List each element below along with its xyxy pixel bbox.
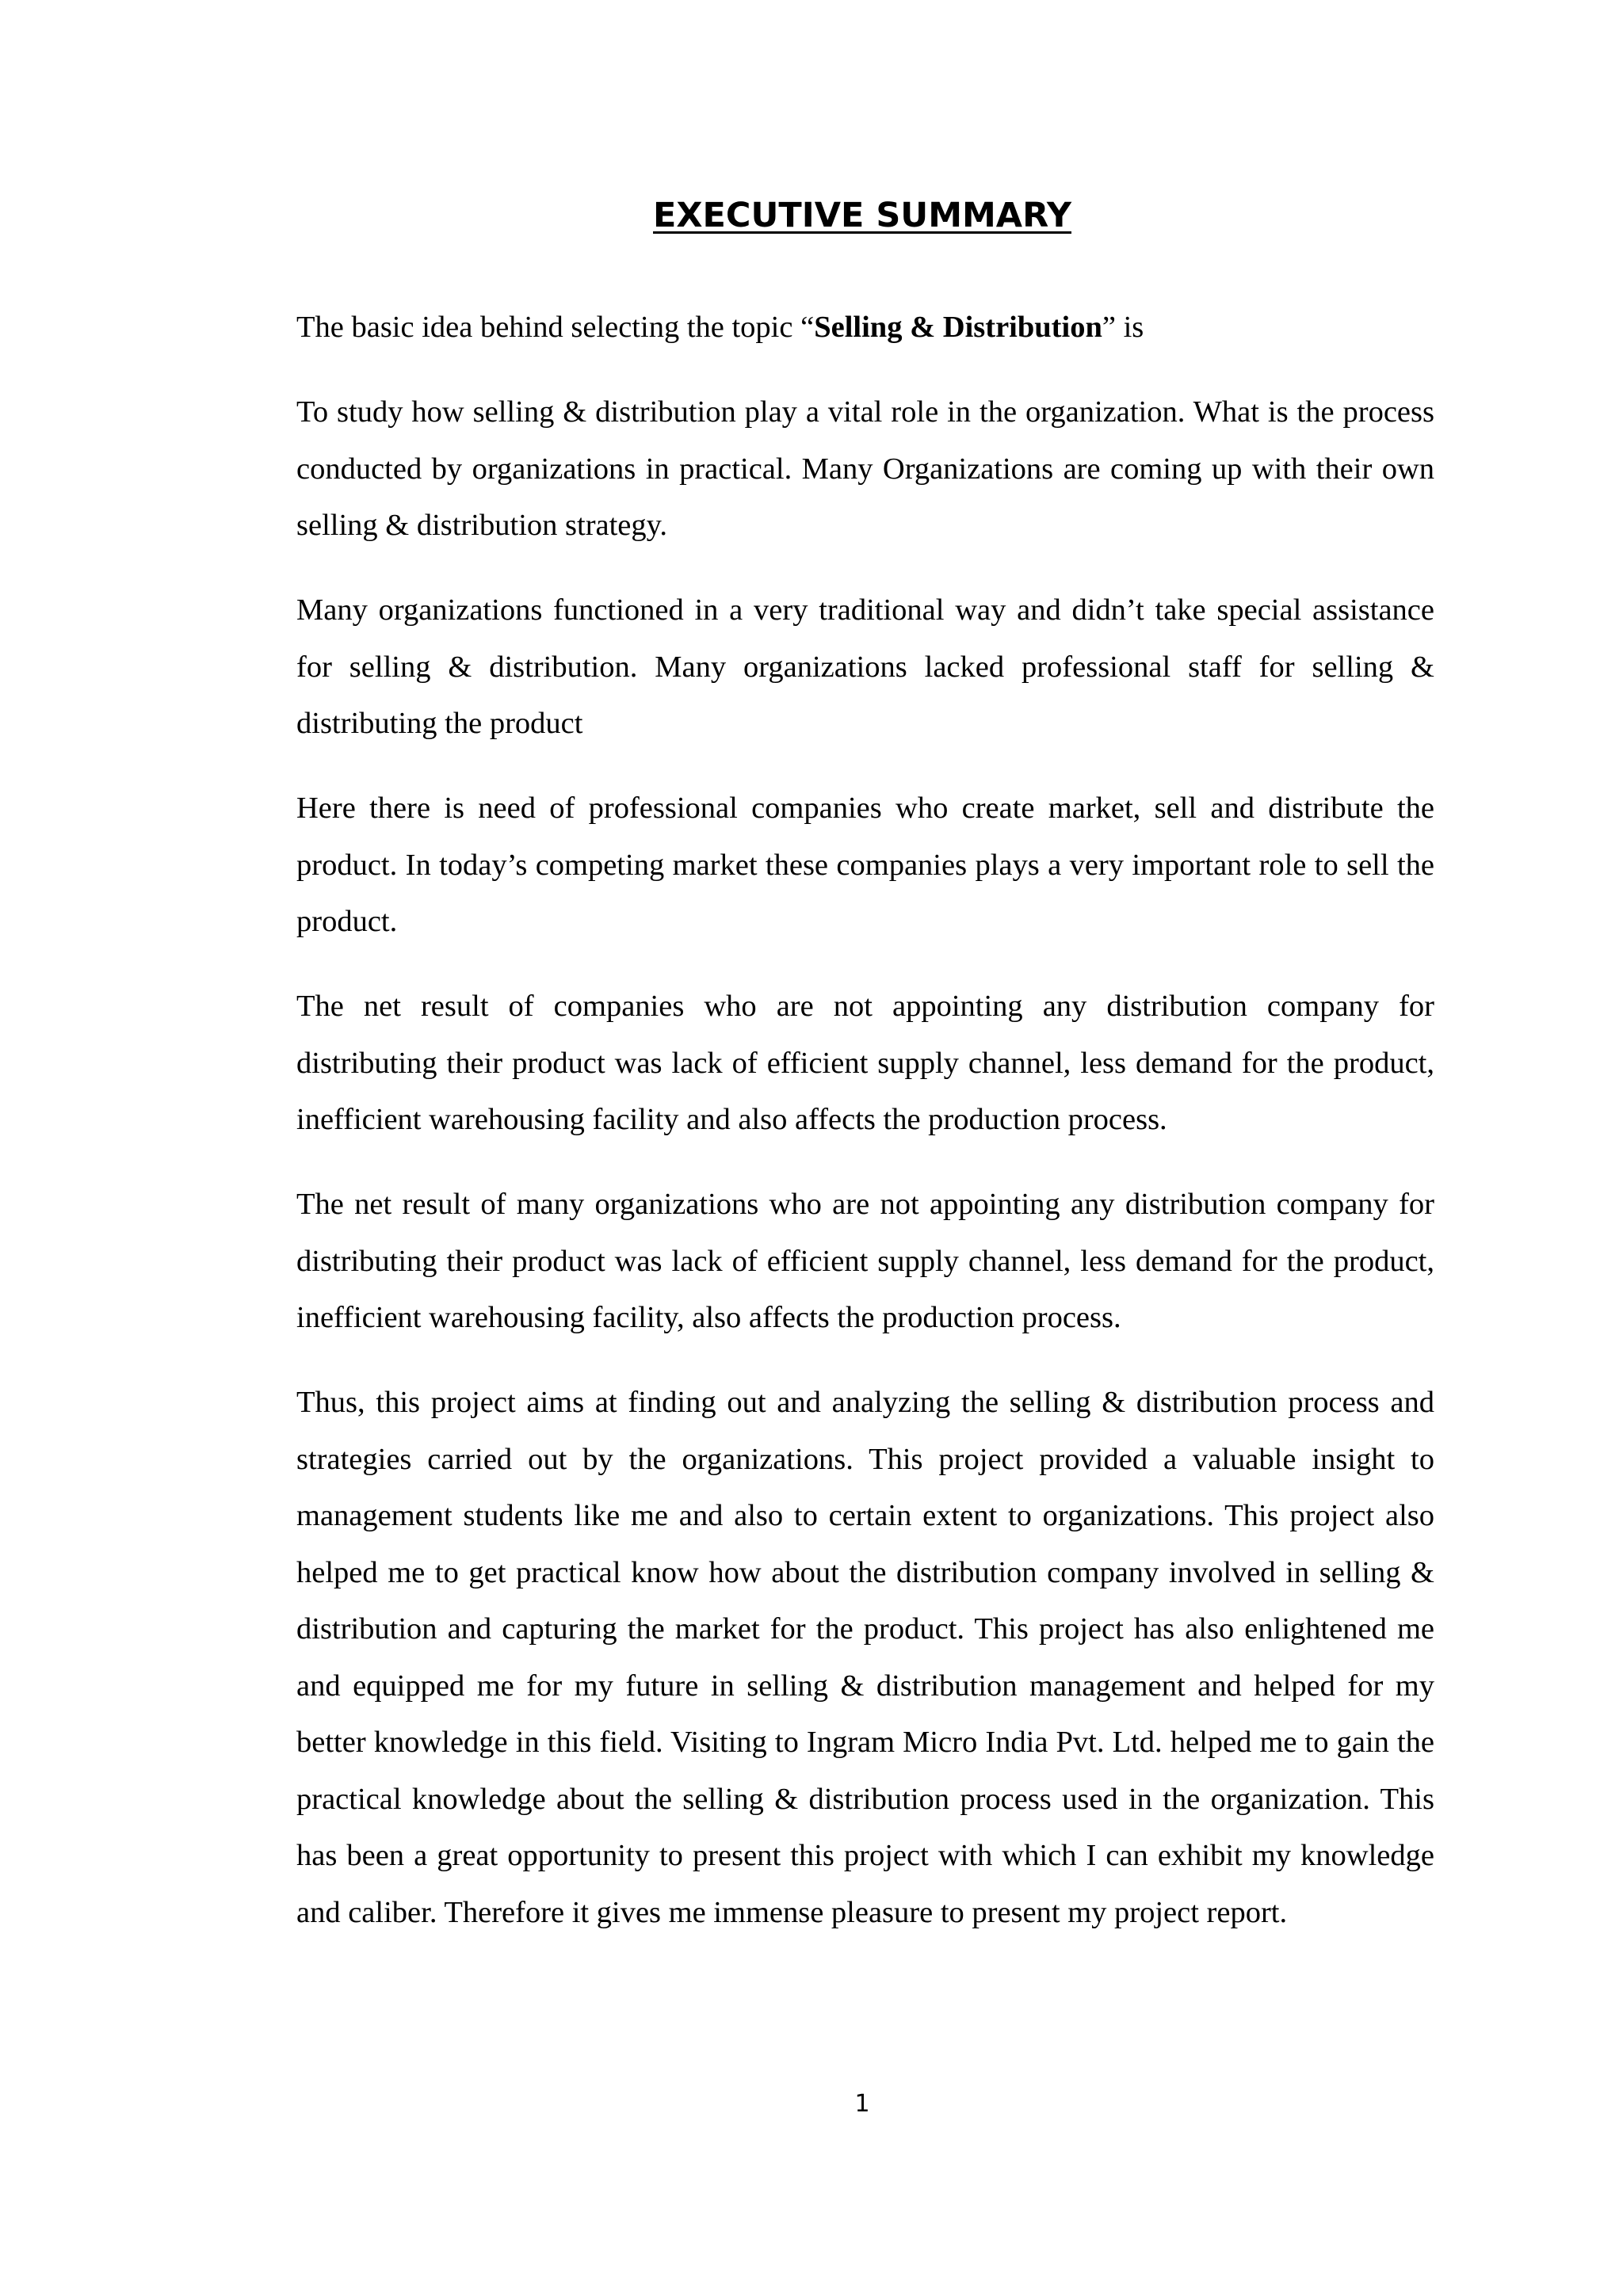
intro-paragraph [296,299,1434,357]
paragraph-project-aims: Thus, this project aims at finding out and analyzing the selling & distribution process and strategies carried out by the organizations. This project provided a valuable insight to management students like me and also to certain extent to organizations. This project also helped me to get practical know how about the distribution company involved in selling & distribution and capturing the market for the product. This project has also enlightened me and equipped me for my future in selling & distribution management and helped for my better knowledge in this field. Visiting to Ingram Micro India Pvt. Ltd. helped me to gain the practical knowledge about the selling & distribution process used in the organization. This has been a great opportunity to present this project with which I can exhibit my knowledge and caliber. Therefore it gives me immense pleasure to present my project report. [296,1386,1434,1929]
paragraph-traditional-organizations: Many organizations functioned in a very traditional way and didn’t take special assistance for selling & distribution. Many organizations lacked professional staff for selling & distributing the product [296,593,1434,740]
paragraph-professional-companies: Here there is need of professional companies who create market, sell and distribute the product. In today’s competing market these companies plays a very important role to sell the product. [296,791,1434,938]
page-title: EXECUTIVE SUMMARY [653,196,1071,235]
paragraph-net-result-companies: The net result of companies who are not appointing any distribution company for distributing their product was lack of efficient supply channel, less demand for the product, inefficient warehousing facility and also affects the production process. [296,990,1434,1136]
paragraph-purpose: To study how selling & distribution play a vital role in the organization. What is the process conducted by organizations in practical. Many Organizations are coming up with their own selling & distribution strategy. [296,395,1434,542]
intro-text-before: The basic idea behind selecting the topic “ [296,311,815,344]
document-body [296,299,1434,1970]
page-number: 1 [854,2090,870,2118]
topic-name: Selling & Distribution [814,311,1102,344]
paragraph-net-result-organizations: The net result of many organizations who are not appointing any distribution company for distributing their product was lack of efficient supply channel, less demand for the product, inefficient warehousing facility, also affects the production process. [296,1188,1434,1334]
intro-text-after: ” is [1102,311,1144,344]
